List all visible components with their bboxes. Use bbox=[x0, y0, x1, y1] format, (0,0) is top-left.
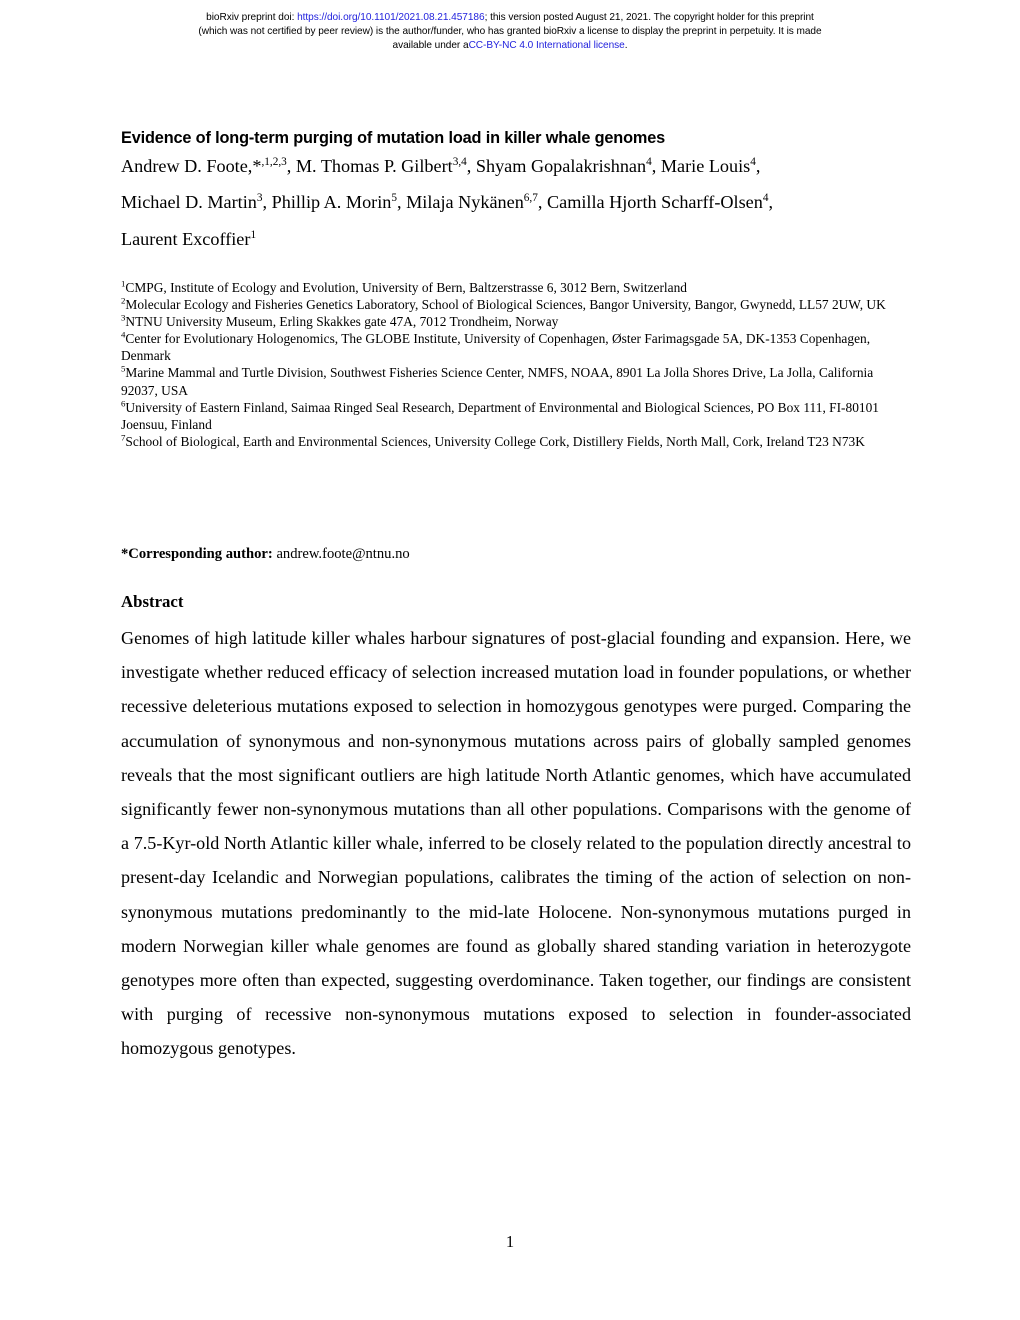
corresponding-author-label: *Corresponding author: bbox=[121, 546, 273, 562]
affiliation-item bbox=[121, 279, 911, 296]
affiliation-text: School of Biological, Earth and Environmental Sciences, University College Cork, Distillery Fields, North Mall, Cork, Ireland T23 N73K bbox=[125, 433, 865, 449]
affiliation-marker: 2 bbox=[121, 295, 126, 306]
author-line-3: Laurent Excoffier$^1$ bbox=[121, 228, 257, 249]
affiliation-text: CMPG, Institute of Ecology and Evolution, University of Bern, Baltzerstrasse 6, 3012 Bern, Switzerland bbox=[125, 280, 687, 295]
doi-link[interactable]: https://doi.org/10.1101/2021.08.21.457186 bbox=[297, 12, 485, 23]
preprint-banner-line-1 bbox=[0, 11, 1020, 25]
affiliation-marker: 1 bbox=[121, 278, 126, 289]
affiliation-item bbox=[121, 433, 911, 450]
affiliation-item bbox=[121, 399, 911, 433]
preprint-banner-line-3 bbox=[0, 39, 1020, 53]
affiliation-text: University of Eastern Finland, Saimaa Ringed Seal Research, Department of Environmental and Biological Sciences, PO Box 111, FI-80101 Joensuu, Finland bbox=[121, 399, 879, 432]
corresponding-author bbox=[121, 545, 921, 564]
author-list bbox=[121, 148, 931, 257]
preprint-banner-line-2: (which was not certified by peer review) is the author/funder, who has granted bioRxiv a license to display the preprint in perpetuity. It is made bbox=[198, 26, 822, 38]
affiliation-text: Molecular Ecology and Fisheries Genetics Laboratory, School of Biological Sciences, Bangor University, Bangor, Gwynedd, LL57 2UW, UK bbox=[125, 297, 886, 313]
license-prefix-text: available under a bbox=[392, 40, 469, 52]
affiliation-marker: 4 bbox=[121, 329, 126, 340]
corresponding-author-email: andrew.foote@ntnu.no bbox=[276, 546, 410, 562]
abstract-body: Genomes of high latitude killer whales harbour signatures of post-glacial founding and expansion. Here, we investigate whether reduced efficacy of selection increased mutation load in founder populations, or whether recessive deleterious mutations exposed to selection in homozygous genotypes were purged. Comparing the accumulation of synonymous and non-synonymous mutations across pairs of globally sampled genomes reveals that the most significant outliers are high latitude North Atlantic genomes, which have accumulated significantly fewer non-synonymous mutations than all other populations. Comparisons with the genome of a 7.5-Kyr-old North Atlantic killer whale, inferred to be closely related to the population directly ancestral to present-day Icelandic and Norwegian populations, calibrates the timing of the action of selection on non-synonymous mutations predominantly to the mid-late Holocene. Non-synonymous mutations purged in modern Norwegian killer whale genomes are found as globally shared standing variation in heterozygote genotypes more often than expected, suggesting overdominance. Taken together, our findings are consistent with purging of recessive non-synonymous mutations exposed to selection in founder-associated homozygous genotypes. bbox=[121, 628, 911, 1059]
abstract-heading: Abstract bbox=[121, 592, 184, 611]
affiliation-marker: 3 bbox=[121, 312, 126, 323]
affiliation-text: Marine Mammal and Turtle Division, Southwest Fisheries Science Center, NMFS, NOAA, 8901 La Jolla Shores Drive, La Jolla, California 92037, USA bbox=[121, 365, 874, 398]
affiliation-marker: 5 bbox=[121, 364, 126, 374]
license-suffix-text: . bbox=[624, 40, 628, 52]
affiliation-text: Center for Evolutionary Hologenomics, The GLOBE Institute, University of Copenhagen, Øster Farimagsgade 5A, DK-1353 Copenhagen, Denmark bbox=[121, 331, 871, 364]
posted-date-text: ; this version posted August 21, 2021. The copyright holder for this preprint bbox=[484, 12, 814, 23]
affiliation-item bbox=[121, 296, 911, 313]
affiliation-list bbox=[121, 279, 911, 450]
page-title: Evidence of long-term purging of mutation load in killer whale genomes bbox=[121, 128, 666, 147]
author-line-1: Andrew D. Foote,*$^{,1,2,3}$, M. Thomas P. Gilbert$^{3,4}$, Shyam Gopalakrishnan$^4$, Marie Louis$^4$, bbox=[121, 155, 761, 176]
page-number: 1 bbox=[505, 1232, 515, 1251]
affiliation-item bbox=[121, 313, 911, 330]
preprint-banner bbox=[0, 11, 1020, 54]
doi-label: bioRxiv preprint doi: bbox=[206, 12, 298, 23]
affiliation-text: NTNU University Museum, Erling Skakkes gate 47A, 7012 Trondheim, Norway bbox=[125, 314, 559, 330]
affiliation-item bbox=[121, 364, 911, 398]
author-line-2: Michael D. Martin$^3$, Phillip A. Morin$^5$, Milaja Nykänen$^{6,7}$, Camilla Hjorth Scharff-Olsen$^4$, bbox=[121, 192, 774, 213]
affiliation-marker: 6 bbox=[121, 398, 126, 409]
license-link[interactable]: CC-BY-NC 4.0 International license bbox=[468, 40, 625, 52]
affiliation-item bbox=[121, 330, 911, 364]
affiliation-marker: 7 bbox=[121, 432, 126, 443]
